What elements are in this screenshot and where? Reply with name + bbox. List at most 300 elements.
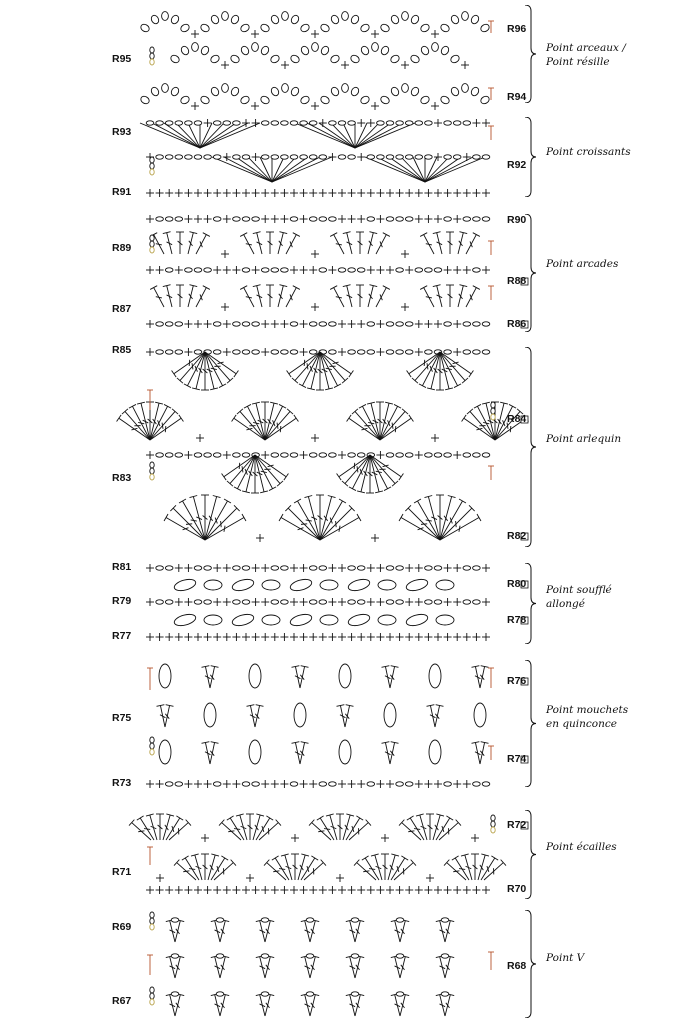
croissant-stitch [176, 123, 200, 148]
dc-mark [165, 825, 169, 830]
chain-mark [290, 322, 298, 326]
chain-loop [180, 45, 190, 56]
chain-mark [319, 217, 327, 221]
turn-chain-oval [150, 247, 154, 253]
dc-mark [407, 371, 412, 378]
turn-chain-oval [491, 815, 495, 821]
chain-mark [156, 453, 164, 457]
row-label: R70 [507, 883, 527, 895]
dc-mark [476, 428, 482, 430]
chain-mark [194, 268, 202, 272]
chain-loop [319, 95, 330, 105]
dc-mark [420, 233, 427, 237]
dc-mark [219, 384, 226, 388]
pattern-name: Point arlequin [546, 433, 622, 445]
chain-mark [396, 566, 404, 570]
chain-mark [348, 600, 356, 604]
dc-mark [383, 286, 390, 290]
dc-mark [361, 428, 367, 430]
chain-loop [162, 84, 169, 93]
chain-mark [271, 453, 279, 457]
chain-mark [444, 322, 452, 326]
chain-loop [379, 95, 390, 105]
chain-mark [473, 782, 481, 786]
dc-mark [304, 360, 305, 366]
chain-mark [319, 155, 327, 159]
row-label: R73 [112, 777, 132, 789]
chain-mark [351, 954, 359, 958]
chain-mark [261, 121, 269, 125]
dc-mark [183, 871, 189, 872]
dc-mark [334, 384, 341, 388]
chain-loop [432, 43, 439, 52]
chain-mark [213, 121, 221, 125]
chain-mark [386, 217, 394, 221]
row-label: R96 [507, 23, 527, 35]
chain-loop [329, 54, 340, 64]
chain-mark [415, 155, 423, 159]
dc-mark [221, 856, 228, 860]
chain-mark [463, 121, 471, 125]
chain-mark [405, 217, 413, 221]
chain-mark [309, 322, 317, 326]
chain-mark [386, 453, 394, 457]
chain-mark [463, 217, 471, 221]
row-label: R75 [112, 712, 132, 724]
chain-mark [463, 453, 471, 457]
dc-mark [435, 825, 439, 830]
turn-chain-oval [150, 53, 154, 59]
dc-mark [456, 521, 457, 527]
dc-mark [239, 463, 240, 469]
chain-mark [473, 322, 481, 326]
chain-mark [204, 600, 212, 604]
chain-mark [242, 782, 250, 786]
chain-loop [210, 14, 220, 25]
chain-loop [139, 23, 150, 33]
croissant-stitch [331, 123, 355, 148]
chain-mark [357, 453, 365, 457]
turn-chain-oval [491, 827, 495, 833]
dc-mark [359, 404, 366, 408]
chain-loop [420, 45, 430, 56]
bobble-stitch [159, 664, 171, 688]
chain-mark [216, 992, 224, 996]
turn-chain-oval [150, 987, 154, 993]
dc-mark [137, 816, 144, 820]
chain-mark [146, 121, 154, 125]
chain-mark [444, 350, 452, 354]
dc-mark [218, 362, 224, 364]
chain-mark [165, 268, 173, 272]
turn-chain-oval [491, 402, 495, 408]
croissant-stitch [248, 157, 272, 182]
dc-mark [246, 428, 252, 430]
dc-mark [150, 286, 157, 290]
chain-mark [396, 992, 404, 996]
chain-loop [330, 86, 340, 97]
chain-mark [252, 217, 260, 221]
section-bracket [525, 563, 537, 644]
dc-mark [509, 404, 516, 408]
dc-mark [189, 360, 190, 366]
chain-loop [299, 95, 310, 105]
chain-loop [252, 43, 259, 52]
chain-loop [199, 95, 210, 105]
row-label: R89 [112, 242, 132, 254]
chain-mark [351, 918, 359, 922]
dc-mark [395, 426, 396, 432]
chain-loop [379, 23, 390, 33]
chain-mark [386, 566, 394, 570]
bobble-stitch [249, 740, 261, 764]
dc-mark [307, 866, 309, 872]
chain-loop [470, 14, 480, 25]
dc-mark [156, 244, 162, 245]
turn-chain-oval [150, 743, 154, 749]
chain-loop [290, 86, 300, 97]
bobble-stitch [384, 703, 396, 727]
puff-stitch [405, 577, 429, 592]
chain-mark [441, 954, 449, 958]
chain-mark [396, 350, 404, 354]
chain-mark [165, 155, 173, 159]
dc-mark [162, 423, 163, 429]
chain-mark [396, 322, 404, 326]
chain-loop [390, 86, 400, 97]
chain-mark [319, 268, 327, 272]
dc-mark [165, 426, 166, 432]
dc-mark [222, 474, 227, 481]
chain-mark [242, 600, 250, 604]
chain-loop [179, 23, 190, 33]
row-label: R81 [112, 561, 132, 573]
chain-loop [450, 14, 460, 25]
dc-mark [363, 871, 369, 872]
chain-mark [444, 782, 452, 786]
chain-mark [271, 566, 279, 570]
chain-loop [162, 12, 169, 21]
croissant-stitch [272, 157, 320, 182]
dc-mark [397, 866, 399, 872]
puff-stitch [320, 615, 338, 625]
puff-stitch [173, 612, 197, 627]
dc-mark [390, 865, 394, 870]
chain-loop [410, 14, 420, 25]
dc-mark [369, 869, 375, 870]
chain-loop [402, 12, 409, 21]
dc-mark [459, 526, 460, 532]
chain-loop [290, 14, 300, 25]
bobble-stitch [204, 703, 216, 727]
turn-chain-oval [150, 59, 154, 65]
chain-loop [150, 14, 160, 25]
chain-mark [329, 350, 337, 354]
puff-stitch [436, 615, 454, 625]
dc-mark [473, 286, 480, 290]
row-label: R71 [112, 866, 132, 878]
chain-mark [329, 782, 337, 786]
chain-mark [165, 350, 173, 354]
chain-loop [319, 23, 330, 33]
dc-mark [324, 516, 328, 521]
row-label: R74 [507, 753, 527, 765]
dc-mark [172, 371, 177, 378]
dc-mark [307, 363, 308, 369]
chain-mark [242, 268, 250, 272]
chain-mark [425, 268, 433, 272]
turn-chain-oval [491, 414, 495, 420]
chain-mark [348, 121, 356, 125]
turn-chain-oval [150, 474, 154, 480]
dc-mark [459, 869, 465, 870]
row-label: R67 [112, 995, 132, 1007]
dc-mark [262, 826, 264, 832]
chain-loop [150, 86, 160, 97]
chain-mark [377, 155, 385, 159]
chain-mark [290, 217, 298, 221]
chain-mark [204, 453, 212, 457]
chain-mark [386, 155, 394, 159]
section-bracket [525, 117, 537, 197]
dc-mark [426, 297, 432, 298]
dc-mark [426, 520, 432, 521]
chain-mark [396, 600, 404, 604]
section-bracket [525, 214, 537, 332]
chain-mark [261, 268, 269, 272]
chain-loop [230, 86, 240, 97]
chain-mark [271, 121, 279, 125]
chain-loop [390, 14, 400, 25]
chain-loop [200, 45, 210, 56]
turn-chain-oval [150, 918, 154, 924]
chain-loop [342, 84, 349, 93]
chain-mark [309, 155, 317, 159]
chain-mark [233, 453, 241, 457]
chain-mark [405, 350, 413, 354]
chain-mark [444, 453, 452, 457]
bobble-stitch [249, 664, 261, 688]
dc-mark [357, 466, 358, 472]
chain-mark [261, 155, 269, 159]
dc-mark [284, 474, 289, 481]
dc-mark [203, 233, 210, 237]
dc-mark [129, 404, 136, 408]
dc-mark [414, 499, 421, 503]
chain-mark [367, 782, 375, 786]
row-label: R91 [112, 186, 132, 198]
dc-mark [453, 871, 459, 872]
puff-stitch [262, 615, 280, 625]
dc-mark [354, 463, 355, 469]
row-label: R87 [112, 303, 132, 315]
chain-mark [165, 566, 173, 570]
dc-mark [234, 487, 241, 491]
turn-chain-oval [150, 912, 154, 918]
dc-mark [287, 371, 292, 378]
chain-mark [281, 350, 289, 354]
pattern-name: Point soufflé allongé [546, 584, 612, 610]
turn-chain-oval [150, 157, 154, 163]
row-label: R86 [507, 318, 527, 330]
chain-mark [425, 155, 433, 159]
chain-loop [419, 95, 430, 105]
dc-mark [399, 514, 403, 521]
chain-mark [434, 453, 442, 457]
chain-mark [425, 350, 433, 354]
dc-mark [392, 423, 393, 429]
dc-mark [273, 871, 279, 872]
dc-mark [280, 426, 281, 432]
chain-mark [425, 566, 433, 570]
chain-mark [444, 217, 452, 221]
dc-mark [357, 514, 361, 521]
chain-mark [194, 155, 202, 159]
dc-mark [294, 415, 299, 422]
chain-mark [194, 121, 202, 125]
croissant-stitch [425, 157, 449, 182]
chain-mark [281, 453, 289, 457]
chain-mark [194, 453, 202, 457]
dc-mark [224, 526, 225, 532]
chain-mark [290, 782, 298, 786]
dc-mark [279, 869, 285, 870]
chain-mark [386, 600, 394, 604]
dc-mark [184, 384, 191, 388]
row-label: R85 [112, 344, 132, 356]
turn-chain-oval [491, 408, 495, 414]
turn-chain-oval [150, 163, 154, 169]
chain-loop [312, 43, 319, 52]
pattern-name: Point V [546, 952, 585, 964]
chain-loop [239, 23, 250, 33]
dc-mark [191, 520, 197, 521]
chain-mark [473, 566, 481, 570]
puff-stitch [231, 612, 255, 627]
row-label: R77 [112, 630, 132, 642]
chain-mark [175, 155, 183, 159]
chain-mark [396, 217, 404, 221]
chain-mark [194, 600, 202, 604]
croissant-stitch [152, 123, 200, 148]
chain-mark [425, 600, 433, 604]
chain-mark [386, 121, 394, 125]
chain-mark [309, 566, 317, 570]
dc-mark [383, 233, 390, 237]
chain-mark [396, 453, 404, 457]
dc-mark [246, 297, 252, 298]
chain-mark [463, 600, 471, 604]
dc-mark [138, 831, 144, 832]
chain-mark [357, 268, 365, 272]
chain-mark [281, 121, 289, 125]
chain-mark [156, 155, 164, 159]
dc-mark [383, 465, 389, 467]
chain-mark [441, 918, 449, 922]
dc-mark [333, 362, 339, 364]
dc-mark [330, 286, 337, 290]
row-label: R78 [507, 614, 527, 626]
chain-mark [319, 782, 327, 786]
dc-mark [234, 829, 240, 830]
chain-loop [462, 12, 469, 21]
row-label: R94 [507, 91, 527, 103]
dc-mark [272, 856, 279, 860]
chain-loop [450, 86, 460, 97]
chain-mark [453, 155, 461, 159]
chain-mark [194, 566, 202, 570]
row-label: R80 [507, 578, 527, 590]
chain-mark [357, 600, 365, 604]
chain-mark [204, 155, 212, 159]
chain-mark [252, 782, 260, 786]
chain-loop [439, 23, 450, 33]
chain-mark [348, 268, 356, 272]
dc-mark [424, 360, 425, 366]
pattern-name: Point croissants [546, 146, 631, 158]
puff-stitch [378, 580, 396, 590]
pattern-name: Point arcades [546, 258, 619, 270]
dc-mark [473, 233, 480, 237]
dc-mark [384, 487, 391, 491]
dc-mark [224, 499, 231, 503]
puff-stitch [231, 577, 255, 592]
dc-mark [459, 499, 466, 503]
chain-loop [299, 23, 310, 33]
chain-mark [482, 350, 490, 354]
chain-mark [482, 453, 490, 457]
chain-mark [165, 322, 173, 326]
chain-mark [463, 322, 471, 326]
chain-mark [405, 782, 413, 786]
chain-mark [290, 121, 298, 125]
chain-mark [290, 453, 298, 457]
chain-mark [306, 992, 314, 996]
chain-mark [309, 121, 317, 125]
chain-loop [170, 86, 180, 97]
chain-loop [419, 23, 430, 33]
chain-mark [434, 268, 442, 272]
chain-mark [357, 566, 365, 570]
chain-loop [350, 86, 360, 97]
chain-mark [271, 268, 279, 272]
dc-mark [246, 244, 252, 245]
chain-loop [269, 54, 280, 64]
dc-mark [477, 514, 481, 521]
row-label: R93 [112, 126, 132, 138]
chain-mark [482, 782, 490, 786]
chain-mark [319, 322, 327, 326]
chain-mark [175, 782, 183, 786]
chain-mark [473, 268, 481, 272]
row-label: R92 [507, 159, 527, 171]
croissant-stitch [425, 157, 473, 182]
chain-mark [261, 992, 269, 996]
chain-loop [349, 54, 360, 64]
dc-mark [117, 415, 122, 422]
row-label: R82 [507, 530, 527, 542]
chain-mark [165, 600, 173, 604]
dc-mark [210, 865, 214, 870]
chain-mark [482, 322, 490, 326]
chain-mark [319, 453, 327, 457]
turn-chain-oval [150, 241, 154, 247]
chain-mark [357, 350, 365, 354]
chain-mark [290, 155, 298, 159]
chain-mark [473, 453, 481, 457]
chain-mark [233, 121, 241, 125]
chain-loop [410, 86, 420, 97]
